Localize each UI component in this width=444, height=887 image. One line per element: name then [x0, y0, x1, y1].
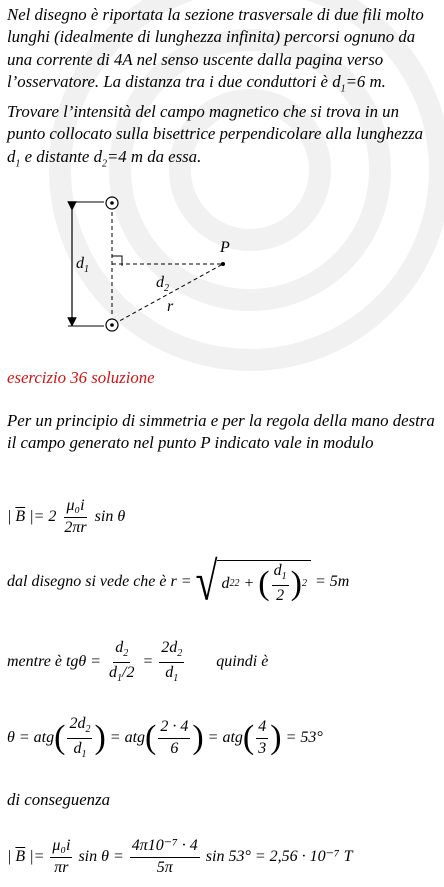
consequence-label: di conseguenza [7, 790, 110, 809]
problem-statement: Nel disegno è riportata la sezione trasversale di due fili molto lunghi (idealmente di lunghezza infinita) percorsi ognuno da una corrente di 4A nel senso uscente dalla pagina verso l’osservatore. La distanza tra i due conduttori è $d_1=6$ m. Trovare l’intensità del campo magnetico che si trova in un punto collocato sulla bisettrice perpendicolare alla lunghezza $d_1$ e distante $d_2=4$ m da essa. [7, 5, 424, 170]
wire-bottom-icon [106, 319, 118, 331]
equation-tg: mentre è tgθ = $\frac{d_2}{d_1/2}$ = $\frac{2d_2}{d_1}$ quindi è [7, 639, 269, 684]
r-label: r [167, 298, 174, 315]
equation-final: | $\overline{B}$ |= $\frac{\text{μ₀i}}{\pi r}$ sin θ = $\frac{\text{4π10⁻⁷ · 4}}{5\pi}$ sin 53° = 2,56 · 10⁻⁷ T [7, 837, 353, 876]
equation-r: dal disegno si vede che è r = √ d 2 2 + ( $\frac{d_1}{2}$ ) 2 = 5m [7, 551, 350, 612]
solution-intro: Per un principio di simmetria e per la regola della mano destra il campo generato nel punto P indicato vale in modulo [7, 411, 435, 453]
solution-heading: esercizio 36 soluzione [7, 368, 155, 387]
d2-label: $d_2$ [156, 274, 169, 294]
equation-field-modulus: | $\overline{B}$ |= 2 $\frac{\text{μ₀i}}{2\pi r}$ sin θ [7, 497, 126, 536]
wire-top-icon [106, 197, 118, 209]
wire-diagram [60, 190, 240, 340]
point-p [221, 262, 225, 266]
equation-theta: θ = atg( $\frac{2d_2}{d_1}$ ) = atg( $\frac{2 \cdot 4}{6}$ ) = atg( $\frac{4}{3}$ ) = 53° [7, 715, 323, 760]
point-p-label: P [220, 239, 230, 256]
d1-label: $d_1$ [76, 255, 89, 275]
